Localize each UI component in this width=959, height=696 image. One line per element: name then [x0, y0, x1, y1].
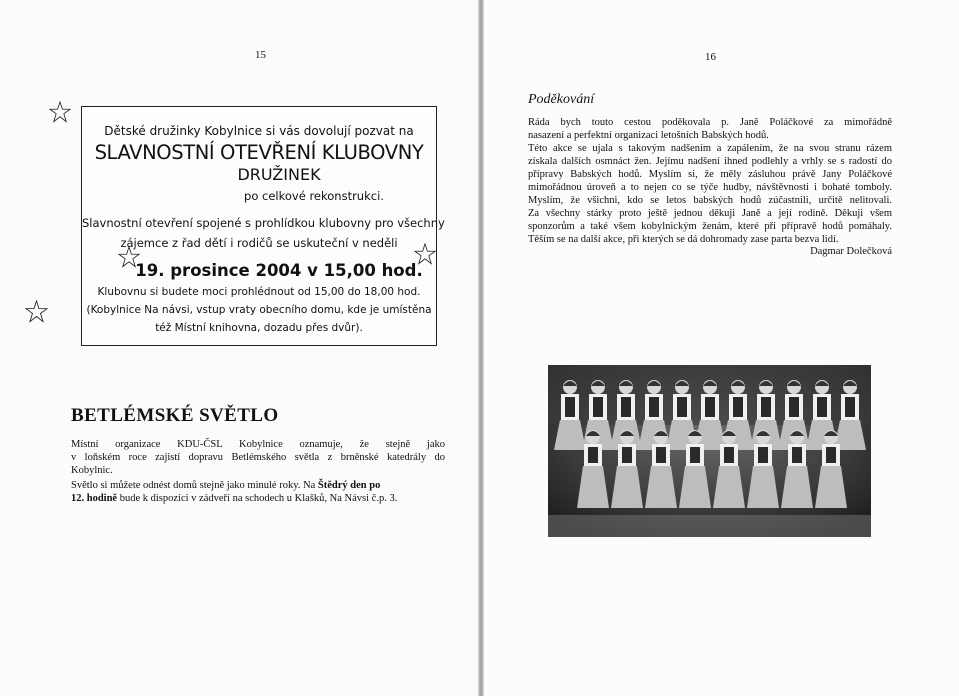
article-text: Světlo si můžete odnést domů stejně jako minulé roky. Na	[71, 480, 318, 491]
page-number: 16	[705, 51, 716, 63]
article-bold-text: 12. hodině	[71, 493, 118, 504]
article-paragraph-line: Místní organizace KDU-ČSL Kobylnice oznamuje, že stejně jako	[71, 439, 445, 450]
invitation-title: SLAVNOSTNÍ OTEVŘENÍ KLUBOVNY	[94, 141, 424, 164]
invitation-text: též Místní knihovna, dozadu přes dvůr).	[155, 322, 363, 334]
thanks-line: Ráda bych touto cestou poděkovala p. Janě Poláčkové za mimořádně	[528, 117, 892, 128]
star-outline-icon	[414, 243, 436, 265]
invitation-text: Slavnostní otevření spojené s prohlídkou klubovny pro všechny	[82, 216, 445, 230]
thanks-line: Této akce se ujala s takovým nadšením a zapálením, že na svou stranu rázem	[528, 143, 892, 154]
invitation-date: 19. prosince 2004 v 15,00 hod.	[135, 261, 423, 280]
invitation-title-2: DRUŽINEK	[237, 165, 321, 184]
thanks-line: Za všechny stárky proto ještě jednou děkuji Janě a její rodině. Děkuji všem	[528, 208, 892, 219]
article-heading: BETLÉMSKÉ SVĚTLO	[71, 405, 279, 426]
invitation-box	[81, 106, 445, 346]
invitation-text: zájemce z řad dětí i rodičů se uskuteční v neděli	[120, 236, 398, 250]
invitation-text: Klubovnu si budete moci prohlédnout od 15,00 do 18,00 hod.	[97, 286, 421, 298]
article-paragraph-line: v loňském roce zajistí dopravu Betlémského světla z brněnské katedrály do	[71, 452, 445, 463]
thanks-line: Myslím, že všichni, kdo se letos babských hodů zúčastnili, určitě nelitovali.	[528, 195, 892, 206]
star-outline-icon	[25, 300, 48, 323]
article-paragraph-line	[71, 479, 445, 492]
page-number: 15	[255, 49, 266, 61]
signature: Dagmar Dolečková	[810, 246, 892, 257]
article-text: bude k dispozici v zádveří na schodech u Klašků, Na Návsi č.p. 3.	[117, 493, 398, 504]
thanks-line: Těším se na další akce, při kterých se dá dohromady zase parta bezva lidí.	[528, 234, 839, 245]
invitation-subtitle: po celkové rekonstrukci.	[244, 189, 384, 203]
thanks-line: mimořádnou úroveň a to nejen co se týče hudby, návštěvnosti i bohaté tomboly.	[528, 182, 892, 193]
invitation-text: (Kobylnice Na návsi, vstup vraty obecního domu, kde je umístěna	[86, 304, 432, 316]
left-page	[0, 0, 478, 696]
thanks-line: sponzorům a také všem kobylnickým ženám, které při přípravě hodů pomáhaly.	[528, 221, 892, 232]
article-paragraph-line: Kobylnic.	[71, 465, 113, 476]
invitation-intro: Dětské družinky Kobylnice si vás dovolují pozvat na	[104, 124, 414, 138]
star-outline-icon	[118, 246, 140, 268]
article-paragraph-line	[71, 492, 445, 505]
thanks-heading: Poděkování	[528, 92, 595, 107]
article-bold-text: Štědrý den po	[317, 480, 381, 491]
thanks-line: přípravy Babských hodů. Myslím si, že měly zásluhou právě Jany Poláčkové	[528, 169, 892, 180]
thanks-line: získala dalších osmnáct žen. Jejímu nadšení ihned podlehly a vrhly se s radostí do	[528, 156, 892, 167]
star-outline-icon	[49, 101, 71, 123]
group-photo	[548, 365, 871, 537]
thanks-line: nasazení a perfektní organizaci letošních Babských hodů.	[528, 130, 769, 141]
